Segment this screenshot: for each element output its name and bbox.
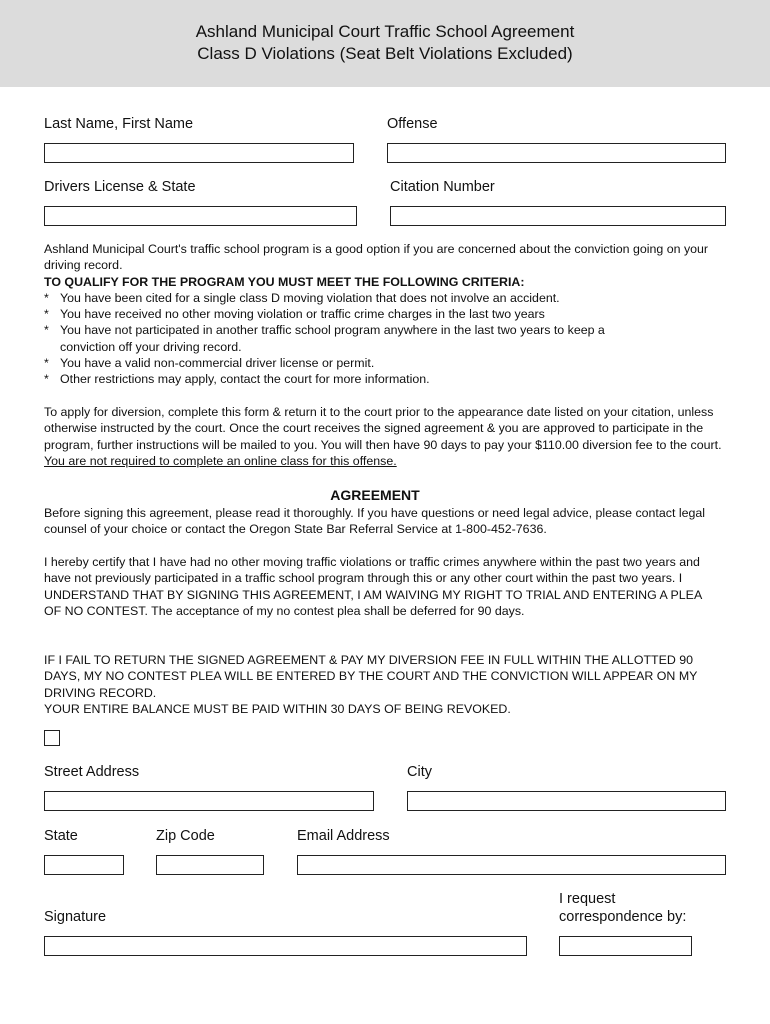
correspondence-label-line2: correspondence by:	[559, 909, 687, 925]
correspondence-label-line1: I request	[559, 891, 616, 907]
list-item: * Other restrictions may apply, contact the court for more information.	[44, 372, 430, 387]
drivers-license-label: Drivers License & State	[44, 179, 196, 195]
warning-line1: IF I FAIL TO RETURN THE SIGNED AGREEMENT & PAY MY DIVERSION FEE IN FULL WITHIN THE ALLOTTED 90 DAYS, MY NO CONTEST PLEA WILL BE ENTERED BY THE COURT AND THE CONVICTION WILL APPEAR ON MY DRIVING RECORD.	[44, 653, 698, 700]
correspondence-field[interactable]	[559, 936, 692, 956]
street-address-field[interactable]	[44, 791, 374, 811]
apply-text: To apply for diversion, complete this form & return it to the court prior to the appearance date listed on your citation, unless otherwise instructed by the court. Once the court receives the signed agreement & you are approved to participate in the program, further instructions will be mailed to you. You will then have 90 days to pay your $110.00 diversion fee to the court.	[44, 405, 722, 452]
zip-code-label: Zip Code	[156, 828, 215, 844]
offense-field[interactable]	[387, 143, 726, 163]
criteria-list	[44, 290, 734, 388]
signature-label: Signature	[44, 909, 107, 925]
warning-line2: YOUR ENTIRE BALANCE MUST BE PAID WITHIN 30 DAYS OF BEING REVOKED.	[44, 701, 511, 716]
form-title-line1: Ashland Municipal Court Traffic School Agreement	[195, 22, 575, 41]
form-header	[0, 0, 770, 87]
program-intro: Ashland Municipal Court's traffic school program is a good option if you are concerned about the conviction going on your driving record.	[44, 242, 709, 273]
form-title-line2: Class D Violations (Seat Belt Violations Excluded)	[197, 44, 573, 63]
state-field[interactable]	[44, 855, 124, 875]
offense-label: Offense	[387, 116, 438, 132]
drivers-license-field[interactable]	[44, 206, 357, 226]
citation-number-label: Citation Number	[390, 179, 495, 195]
street-address-label: Street Address	[44, 764, 140, 780]
email-label: Email Address	[297, 828, 390, 844]
state-label: State	[44, 828, 78, 844]
list-item: * You have received no other moving violation or traffic crime charges in the last two years	[44, 307, 545, 322]
agreement-warning	[44, 652, 704, 717]
email-field[interactable]	[297, 855, 726, 875]
city-label: City	[407, 764, 432, 780]
apply-instructions	[44, 404, 734, 469]
zip-code-field[interactable]	[156, 855, 264, 875]
city-field[interactable]	[407, 791, 726, 811]
signature-field[interactable]	[44, 936, 527, 956]
agreement-certification: I hereby certify that I have had no other moving traffic violations or traffic crimes anywhere within the past two years and have not previously participated in a traffic school program through this or any other court within the past two years. I UNDERSTAND THAT BY SIGNING THIS AGREEMENT, I AM WAIVING MY RIGHT TO TRIAL AND ENTERING A PLEA OF NO CONTEST. The acceptance of my no contest plea shall be deferred for 90 days.	[44, 555, 702, 618]
name-field[interactable]	[44, 143, 354, 163]
criteria-heading: TO QUALIFY FOR THE PROGRAM YOU MUST MEET THE FOLLOWING CRITERIA:	[44, 274, 525, 289]
list-item: * You have been cited for a single class D moving violation that does not involve an accident.	[44, 290, 560, 305]
agreement-checkbox[interactable]	[44, 730, 60, 746]
citation-number-field[interactable]	[390, 206, 726, 226]
list-item: * You have not participated in another traffic school program anywhere in the last two years to keep a conviction off your driving record.	[44, 323, 605, 354]
list-item: * You have a valid non-commercial driver license or permit.	[44, 356, 375, 371]
agreement-advice: Before signing this agreement, please read it thoroughly. If you have questions or need legal advice, please contact legal counsel of your choice or contact the Oregon State Bar Referral Service at 1-800-452-7636.	[44, 506, 706, 537]
agreement-heading: AGREEMENT	[330, 487, 420, 503]
name-label: Last Name, First Name	[44, 116, 194, 132]
apply-note: You are not required to complete an online class for this offense.	[44, 453, 397, 468]
program-section	[44, 241, 734, 388]
